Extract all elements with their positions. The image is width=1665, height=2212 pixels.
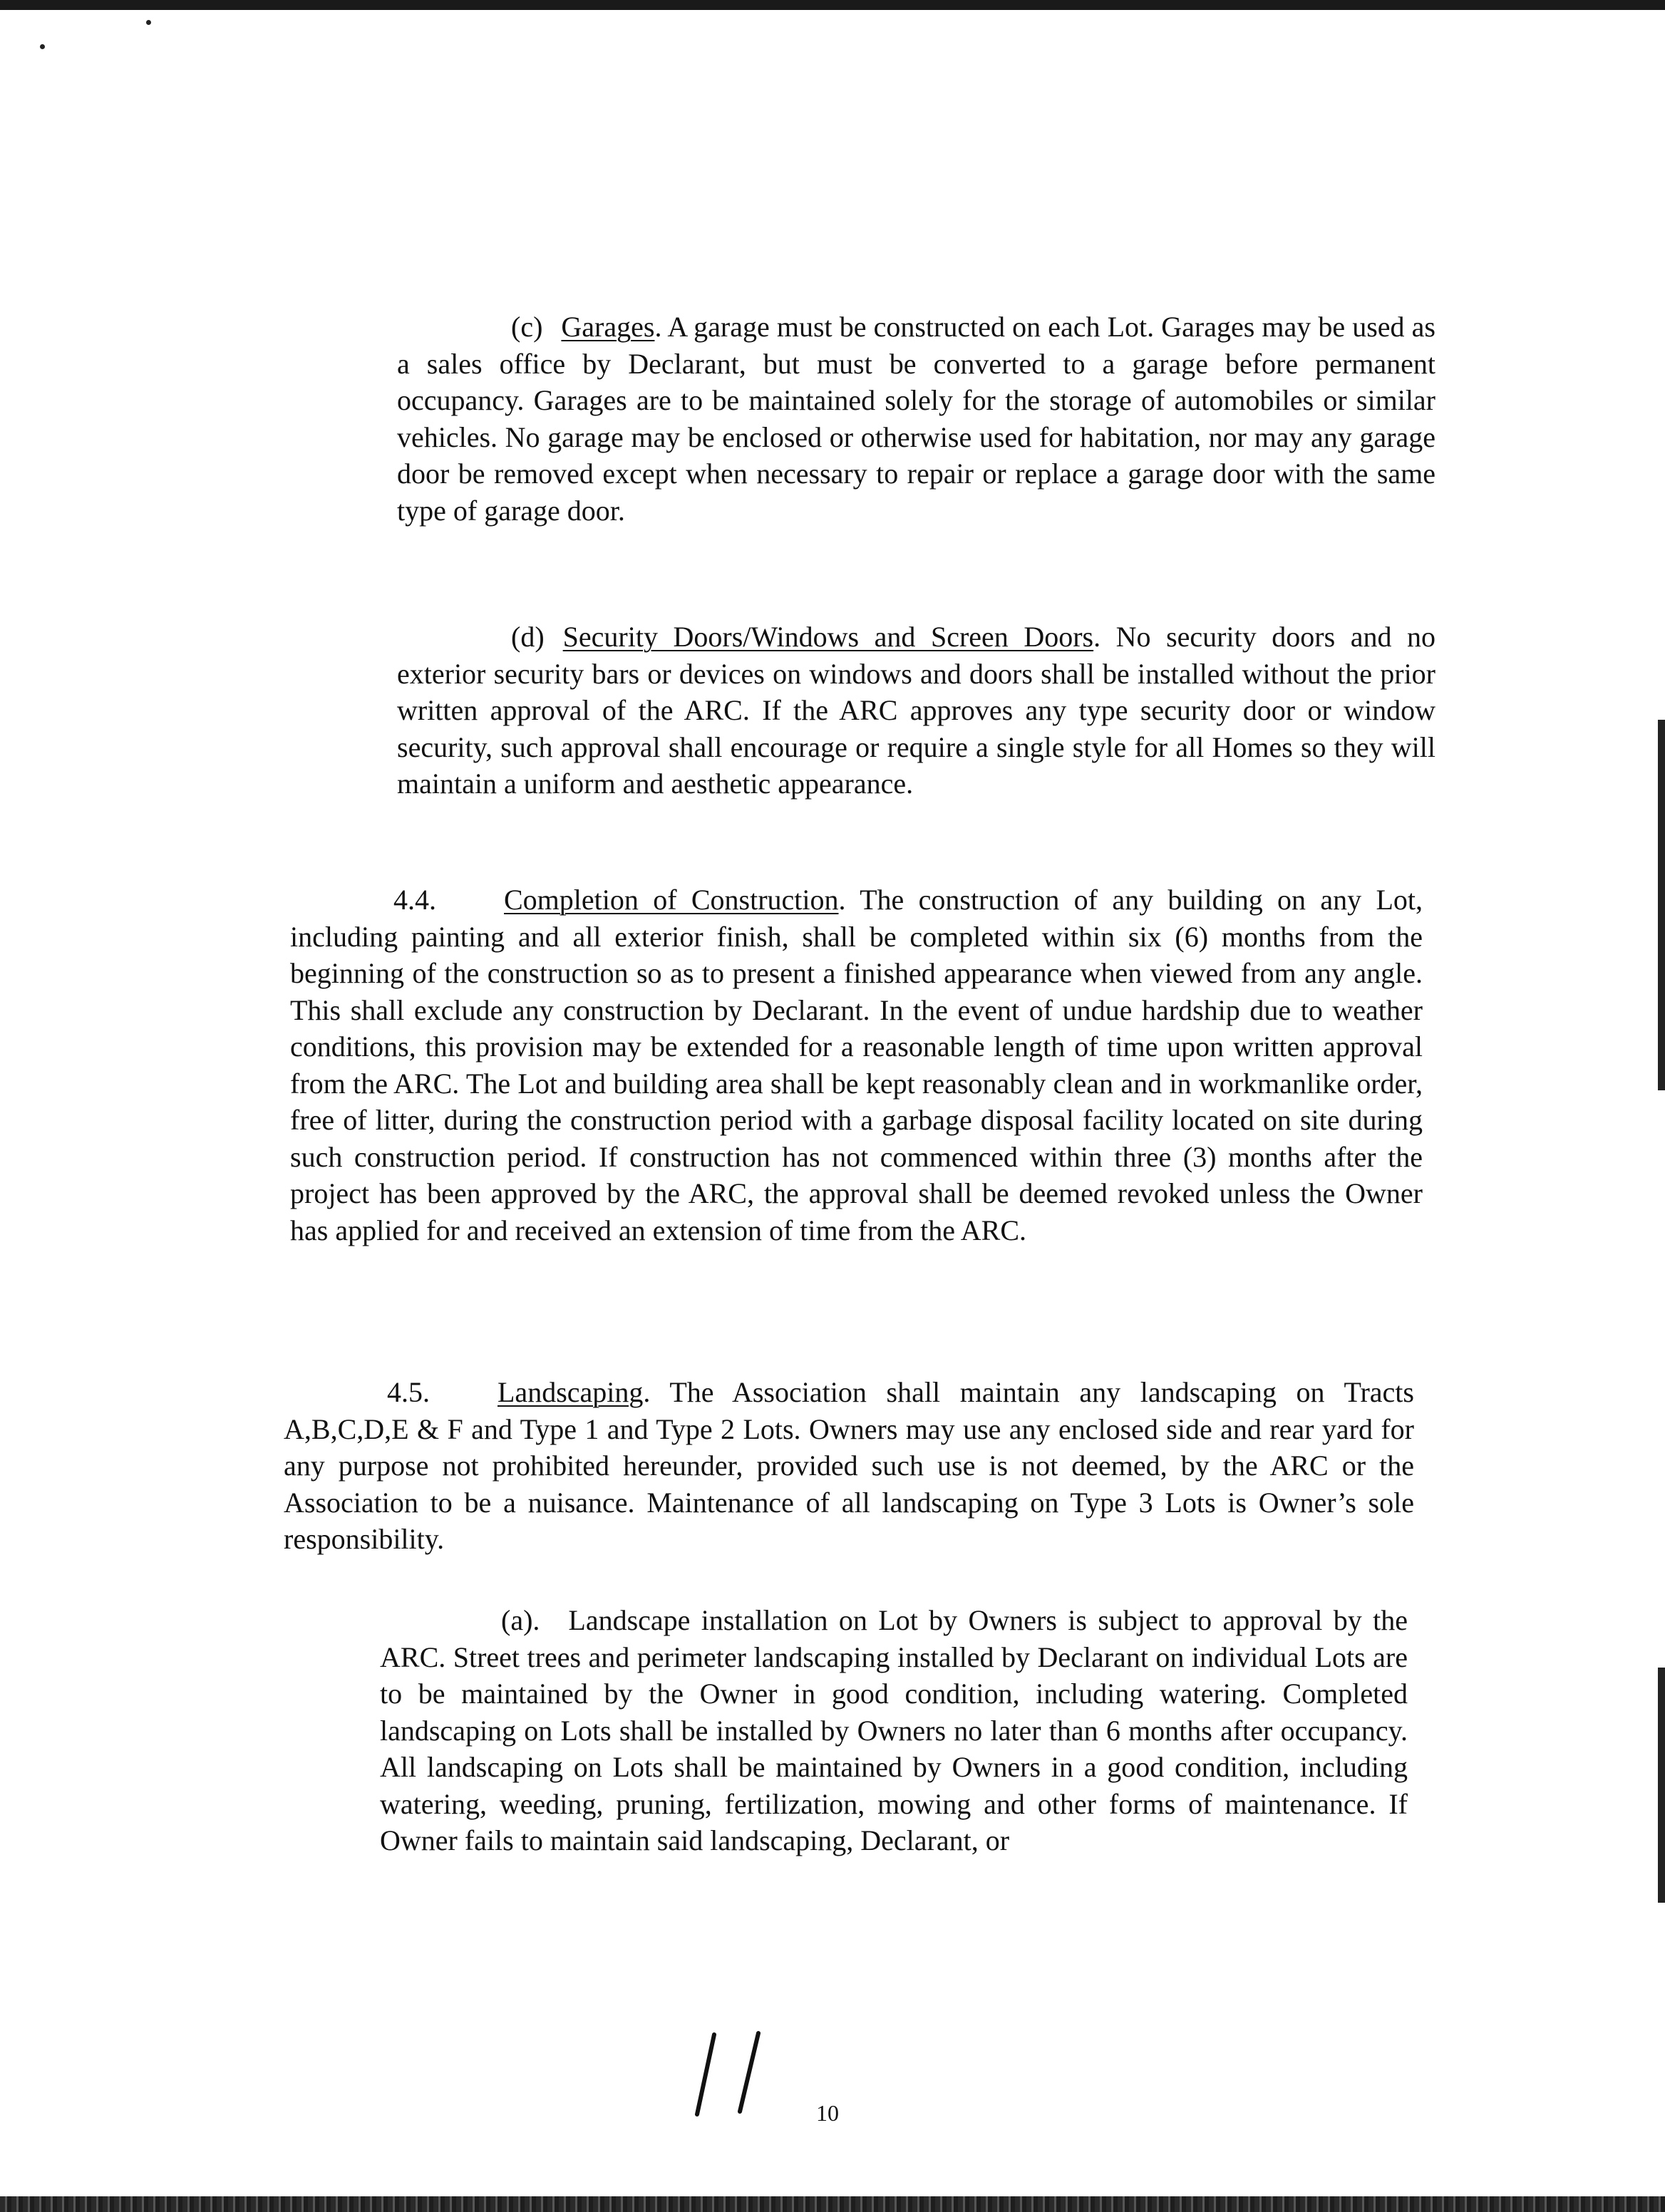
scan-speck [40, 44, 45, 49]
section-d-paragraph [397, 619, 1435, 802]
section-4-5-heading: Landscaping [498, 1376, 644, 1408]
scan-right-edge-mark-lower [1658, 1668, 1665, 1903]
section-a-text: Landscape installation on Lot by Owners is subject to approval by the ARC. Street trees and perimeter landscaping installed by Declarant on individual Lots are to be maintained by the Owner in good condition, including watering. Completed landscaping on Lots shall be installed by Owners no later than 6 months after occupancy. All landscaping on Lots shall be maintained by Owners in a good condition, including watering, weeding, pruning, fertilization, mowing and other forms of maintenance. If Owner fails to maintain said landscaping, Declarant, or [380, 1604, 1408, 1856]
scan-bottom-border [0, 2196, 1665, 2212]
section-d-text: . No security doors and no exterior security bars or devices on windows and doors shall be installed without the prior written approval of the ARC. If the ARC approves any type security door or window security, such approval shall encourage or require a single style for all Homes so they will maintain a uniform and aesthetic appearance. [397, 621, 1436, 800]
scan-right-edge-mark [1658, 720, 1665, 1090]
section-d-label: (d) [511, 621, 545, 653]
section-4-4-text: . The construction of any building on any Lot, including painting and all exterior finish, shall be completed within six (6) months from the beginning of the construction so as to present a finished appearance when viewed from any angle. This shall exclude any construction by Declarant. In the event of undue hardship due to weather conditions, this provision may be extended for a reasonable length of time upon written approval from the ARC. The Lot and building area shall be kept reasonably clean and in workmanlike order, free of litter, during the construction period with a garbage disposal facility located on site during such construction period. If construction has not commenced within three (3) months after the project has been approved by the ARC, the approval shall be deemed revoked unless the Owner has applied for and received an extension of time from the ARC. [290, 884, 1423, 1246]
page-number: 10 [816, 2100, 839, 2126]
section-d-heading: Security Doors/Windows and Screen Doors [562, 621, 1094, 653]
section-4-4-number: 4.4. [393, 884, 436, 916]
section-4-5-number: 4.5. [387, 1376, 430, 1408]
scan-top-border [0, 0, 1665, 10]
section-4-4-paragraph [290, 882, 1423, 1249]
handwritten-page-mark [684, 2027, 798, 2120]
section-a-label: (a). [501, 1604, 540, 1636]
section-4-4-heading: Completion of Construction [504, 884, 839, 916]
scan-speck [146, 20, 151, 25]
section-c-heading: Garages [561, 311, 655, 343]
section-c-paragraph [397, 309, 1435, 529]
section-4-5-paragraph [284, 1374, 1414, 1558]
section-c-label: (c) [511, 311, 543, 343]
section-4-5-text: . The Association shall maintain any landscaping on Tracts A,B,C,D,E & F and Type 1 and Type 2 Lots. Owners may use any enclosed side and rear yard for any purpose not prohibited hereunder, provided such use is not deemed, by the ARC or the Association to be a nuisance. Maintenance of all landscaping on Type 3 Lots is Owner’s sole responsibility. [284, 1376, 1414, 1555]
section-c-text: . A garage must be constructed on each Lot. Garages may be used as a sales office by Declarant, but must be converted to a garage before permanent occupancy. Garages are to be maintained solely for the storage of automobiles or similar vehicles. No garage may be enclosed or otherwise used for habitation, nor may any garage door be removed except when necessary to repair or replace a garage door with the same type of garage door. [397, 311, 1435, 527]
section-a-paragraph [380, 1602, 1408, 1859]
